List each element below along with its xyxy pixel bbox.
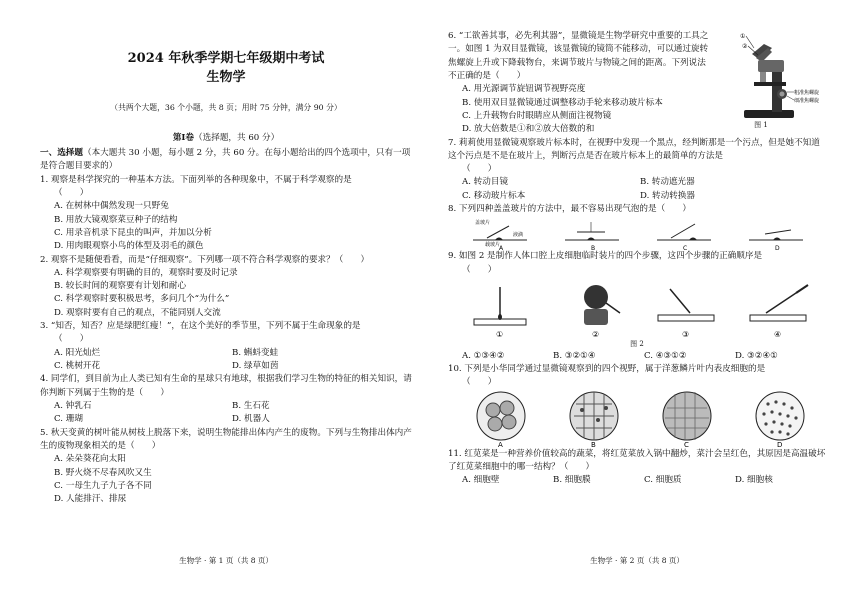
exam-info: （共两个大题，36 个小题，共 8 页；用时 75 分钟，满分 90 分） (110, 103, 342, 112)
option-row (40, 413, 412, 426)
figure-2-steps (448, 277, 826, 339)
footer-right: 生物学 · 第 2 页（共 8 页） (590, 556, 684, 565)
question-stem: 8. 下列四种盖盖玻片的方法中，最不容易出现气泡的是（ ） (448, 204, 691, 215)
option: D. 绿草如茵 (232, 361, 279, 371)
option: D. 观察时要有自己的观点，不能同别人交流 (54, 307, 221, 318)
option-row (40, 400, 412, 413)
q8-figures (448, 216, 826, 250)
question-stem: 10. 下列是小华同学通过显微镜观察到的四个视野，属于洋葱鳞片叶内表皮细胞的是 (448, 364, 766, 375)
coverslip-method-a (467, 216, 541, 250)
question-1 (40, 174, 412, 254)
option: A. 转动目镜 (462, 177, 509, 188)
option: D. 转动转换器 (640, 190, 696, 201)
figure-1-label: 图 1 (754, 121, 768, 129)
step-2-scrape (556, 279, 636, 339)
coverslip-method-d (743, 216, 817, 250)
option: B. ③②①④ (553, 350, 596, 361)
option: C. 一母生九子九子各不同 (54, 480, 152, 491)
field-of-view-a (469, 390, 533, 448)
question-stem: 6. “工欲善其事，必先利其器”，显微镜是生物学研究中重要的工具之一。如图 1 为双目显微镜，该显微镜的镜筒不能移动，可以通过旋转焦螺旋上升或下降载物台，来调节玻片与物镜之间的距离。下列说法不正确的是（ ） (448, 31, 709, 81)
fig1-mark-1: ① (740, 33, 746, 40)
answer-paren: （ ） (54, 334, 89, 345)
option: B. 蝌蚪变蛙 (232, 347, 279, 358)
field-of-view-d (748, 390, 812, 448)
option: C. 桃树开花 (54, 361, 101, 371)
option: B. 转动遮光器 (640, 177, 695, 188)
question-stem: 5. 秋天变黄的树叶能从树枝上脱落下来，说明生物能排出体内产生的废物。下列与生物排出体内产生的废物现象相关的是（ ） (40, 427, 412, 451)
option-row (448, 350, 826, 363)
q8-letter-b: B (591, 245, 596, 251)
answer-paren: （ ） (462, 264, 497, 275)
option: D. 用肉眼观察小鸟的体型及羽毛的颜色 (54, 241, 204, 252)
figure-1-microscope (716, 30, 826, 130)
question-stem: 11. 红苋菜是一种营养价值较高的蔬菜，将红苋菜放入锅中翻炒，菜汁会呈红色，其原因是高温破坏了红苋菜细胞中的哪一结构？（ ） (448, 448, 826, 473)
option: B. 用放大镜观察菜豆种子的结构 (54, 214, 178, 225)
q8-drop-label: 液滴 (513, 232, 524, 239)
option: C. ④③①② (644, 350, 687, 361)
field-of-view-b (562, 390, 626, 448)
option-row (448, 474, 826, 487)
option: A. ①③④② (462, 350, 505, 361)
q8-letter-a: A (499, 245, 504, 251)
answer-paren: （ ） (462, 377, 497, 388)
volume-heading (40, 132, 412, 145)
step-1-stain (464, 279, 544, 339)
option: B. 细胞膜 (553, 475, 591, 486)
question-5 (40, 427, 412, 507)
section-one (40, 147, 412, 506)
page-right (448, 0, 826, 592)
question-stem: 2. 观察不是随便看看，而是“仔细观察”。下列哪一项不符合科学观察的要求？（ ） (40, 254, 370, 265)
fig1-mark-2: ② (742, 43, 748, 50)
question-8 (448, 203, 826, 250)
option: C. 上升载物台时眼睛应从侧面注视物镜 (462, 110, 612, 121)
question-10 (448, 363, 826, 448)
option: C. 移动玻片标本 (462, 190, 526, 201)
section-instructions (40, 147, 412, 174)
option: C. 珊瑚 (54, 414, 83, 425)
volume-note: （选择题，共 60 分） (194, 133, 280, 143)
option: A. 朵朵葵花向太阳 (54, 454, 126, 465)
option: C. 科学观察时要积极思考，多问几个“为什么” (54, 294, 230, 305)
q10-letter-d: D (776, 440, 782, 448)
option: D. 人能排汗、排尿 (54, 494, 127, 505)
microscope-illustration (716, 30, 826, 130)
question-6 (448, 30, 826, 137)
question-stem: 9. 如图 2 是制作人体口腔上皮细胞临时装片的四个步骤，这四个步骤的正确顺序是 (448, 251, 763, 262)
fig1-knob1: 粗准焦螺旋 (794, 90, 820, 96)
fig1-knob2: 细准焦螺旋 (794, 98, 820, 104)
q8-slide-label: 载玻片 (485, 242, 501, 249)
q8-cover-label: 盖玻片 (475, 220, 491, 227)
question-stem: 1. 观察是科学探究的一种基本方法。下面列举的各种现象中，不属于科学观察的是 (40, 174, 352, 185)
section-heading: 一、选择题 (40, 148, 83, 158)
question-2 (40, 254, 412, 321)
option: A. 用光源调节旋钮调节视野亮度 (462, 84, 586, 95)
option: C. 细胞质 (644, 475, 682, 486)
option: B. 生石花 (232, 400, 270, 411)
question-stem: 7. 莉莉使用显微镜观察玻片标本时，在视野中发现一个黑点，经判断那是一个污点，但是她不知道这个污点是不是在玻片上，判断污点是否在玻片标本上的最简单的方法是 (448, 137, 820, 161)
question-11 (448, 448, 826, 488)
answer-paren: （ ） (462, 164, 497, 175)
question-9 (448, 250, 826, 363)
q10-letter-b: B (590, 440, 596, 448)
right-questions (448, 30, 826, 488)
option: D. ③②④① (735, 350, 778, 361)
footer-left: 生物学 · 第 1 页（共 8 页） (179, 556, 273, 565)
option: A. 在树林中偶然发现一只野兔 (54, 201, 169, 212)
option-row (448, 190, 826, 203)
answer-paren: （ ） (54, 187, 89, 198)
option: D. 放大倍数是①和②放大倍数的和 (462, 124, 595, 135)
option-row (448, 176, 826, 189)
q10-letter-c: C (683, 440, 689, 448)
fig2-step-4: ④ (774, 330, 782, 339)
option-row (40, 360, 412, 373)
q10-letter-a: A (497, 440, 503, 448)
step-4-cover (740, 279, 820, 339)
q8-letter-d: D (775, 245, 780, 251)
option: C. 用录音机录下昆虫的叫声，并加以分析 (54, 227, 212, 238)
fig2-step-2: ② (592, 330, 600, 339)
q8-letter-c: C (683, 245, 688, 251)
option: B. 野火烧不尽春风吹又生 (54, 467, 152, 478)
step-3-smear (648, 279, 728, 339)
volume-title: 第Ⅰ卷 (172, 133, 195, 143)
question-7 (448, 137, 826, 204)
fig2-step-1: ① (496, 330, 504, 339)
option: B. 较长时间的观察要有计划和耐心 (54, 281, 187, 292)
page-left (40, 0, 412, 592)
exam-subject: 生物学 (206, 70, 246, 85)
option: D. 细胞核 (735, 475, 773, 486)
question-stem: 3. “知否，知否？应是绿肥红瘦！”，在这个美好的季节里，下列不属于生命现象的是 (40, 321, 361, 332)
option: A. 阳光灿烂 (54, 347, 101, 358)
coverslip-method-c (651, 216, 725, 250)
question-4 (40, 373, 412, 426)
exam-title: 2024 年秋季学期七年级期中考试 (127, 51, 325, 66)
figure-2-label: 图 2 (630, 340, 644, 348)
option: D. 机器人 (232, 414, 270, 425)
fig2-step-3: ③ (682, 330, 690, 339)
option: A. 科学观察要有明确的目的，观察时要及时记录 (54, 267, 238, 278)
q10-fields (448, 390, 826, 448)
option-row (40, 347, 412, 360)
option: A. 细胞壁 (462, 475, 500, 486)
coverslip-method-b (559, 216, 633, 250)
section-note: （本大题共 30 小题，每小题 2 分，共 60 分。在每小题给出的四个选项中，只有一项是符合题目要求的） (40, 148, 411, 172)
question-stem: 4. 同学们，到目前为止人类已知有生命的星球只有地球，根据我们学习生物的特征的相关知识，请你判断下列属于生物的是（ ） (40, 374, 412, 398)
field-of-view-c (655, 390, 719, 448)
option: A. 钟乳石 (54, 400, 92, 411)
option: B. 使用双目显微镜通过调整移动手轮来移动玻片标本 (462, 97, 663, 108)
question-3 (40, 320, 412, 373)
